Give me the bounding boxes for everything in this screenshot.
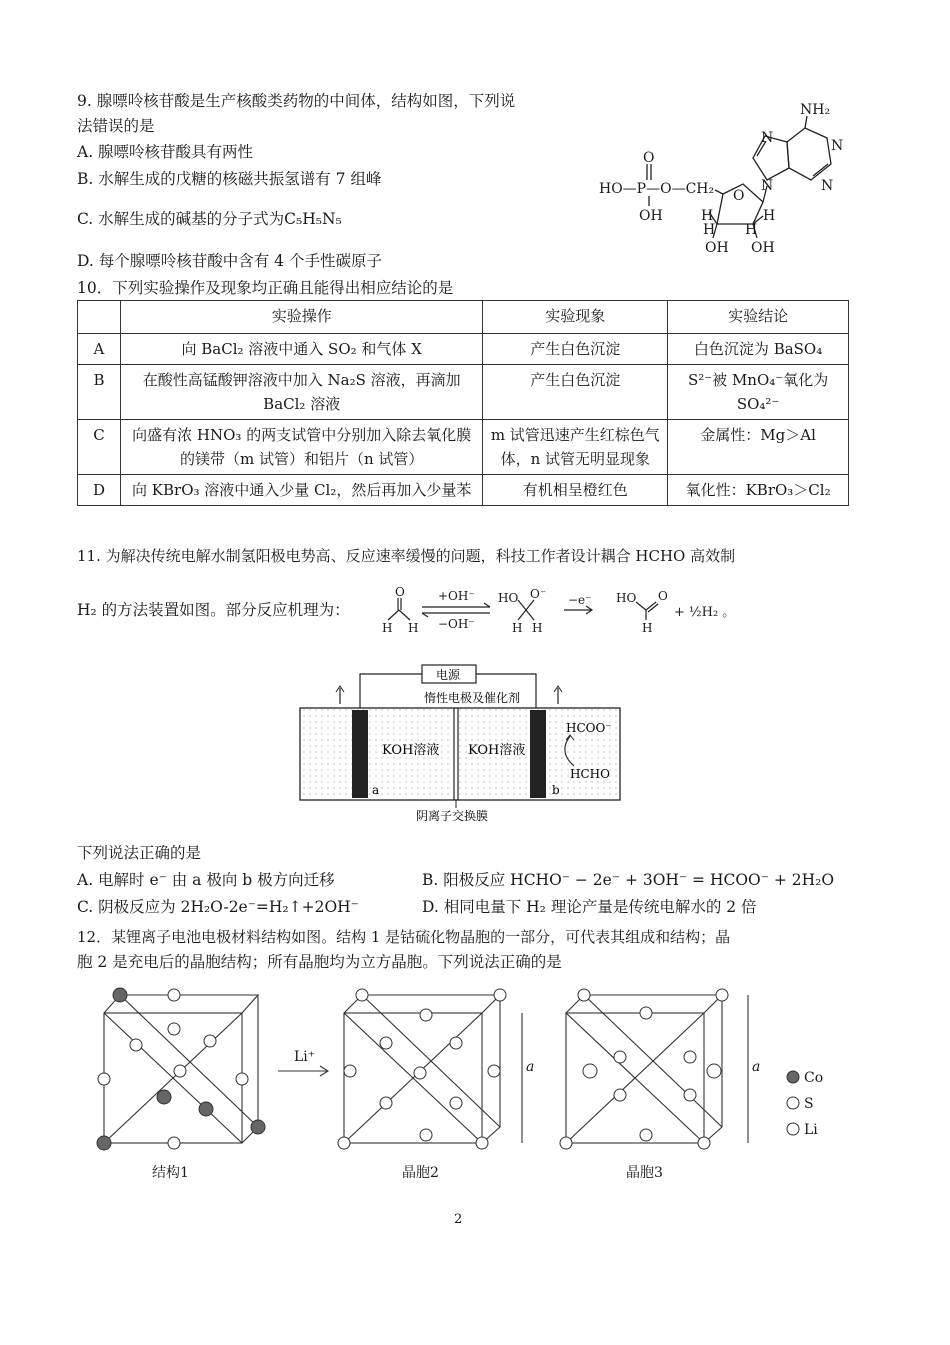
mech-ho-2: HO: [616, 591, 637, 605]
row-id: B: [78, 365, 121, 420]
q9-option-c: C. 水解生成的碱基的分子式为C₅H₅N₅: [77, 210, 342, 228]
row-phenomenon: 产生白色沉淀: [483, 334, 668, 365]
row-conclusion: S²⁻被 MnO₄⁻氧化为 SO₄²⁻: [668, 365, 849, 420]
cell-3-a-label: a: [752, 1059, 761, 1075]
q11-option-b: B. 阳极反应 HCHO⁻ − 2e⁻ + 3OH⁻ = HCOO⁻ + 2H₂O: [422, 871, 835, 889]
electrode-a-label: a: [372, 783, 380, 797]
mech-h-1: H: [382, 621, 393, 635]
amp-n2: N: [831, 138, 844, 154]
amp-oh2: OH: [751, 240, 775, 256]
amp-phosphate-chain: HO—P—O—CH₂: [599, 181, 715, 197]
row-operation: 向 BaCl₂ 溶液中通入 SO₂ 和气体 X: [120, 334, 482, 365]
amp-ring-o: O: [733, 188, 745, 204]
table-header-row: [78, 301, 849, 334]
q12-stem-line1: 12．某锂离子电池电极材料结构如图。结构 1 是钴硫化物晶胞的一部分，可代表其组成和结构；晶: [77, 928, 731, 946]
q10-stem: 10．下列实验操作及现象均正确且能得出相应结论的是: [77, 279, 454, 297]
row-id: C: [78, 420, 121, 475]
amp-h3: H: [703, 222, 716, 238]
table-header-blank: [78, 301, 121, 334]
q11-mechanism-scheme: [378, 580, 738, 640]
hcoo-label: HCOO⁻: [566, 721, 612, 735]
row-operation: 在酸性高锰酸钾溶液中加入 Na₂S 溶液，再滴加 BaCl₂ 溶液: [120, 365, 482, 420]
q9-option-a: A. 腺嘌呤核苷酸具有两性: [77, 143, 254, 161]
page-number: 2: [454, 1212, 463, 1227]
table-header-operation: 实验操作: [120, 301, 482, 334]
mech-ho-1: HO: [498, 591, 519, 605]
electrode-b-label: b: [552, 783, 560, 797]
q10-experiment-table: [77, 300, 849, 506]
electrolysis-apparatus: [290, 660, 630, 830]
amp-n1: N: [761, 130, 774, 146]
table-row: [78, 420, 849, 475]
power-label: 电源: [436, 668, 461, 682]
table-row: [78, 334, 849, 365]
q11-option-a: A. 电解时 e⁻ 由 a 极向 b 极方向迁移: [77, 871, 335, 889]
amp-h4: H: [745, 222, 758, 238]
q12-crystal-structures: [90, 985, 850, 1185]
amp-h1: H: [701, 208, 714, 224]
q9-option-d: D. 每个腺嘌呤核苷酸中含有 4 个手性碳原子: [77, 252, 382, 270]
mech-plus-oh: +OH⁻: [438, 589, 475, 603]
legend-co: Co: [804, 1070, 824, 1086]
li-arrow-label: Li⁺: [294, 1049, 316, 1065]
row-id: D: [78, 475, 121, 506]
cell-2-a-label: a: [526, 1059, 535, 1075]
q11-option-c: C. 阴极反应为 2H₂O-2e⁻=H₂↑+2OH⁻: [77, 898, 359, 916]
mech-h-2: H: [408, 621, 419, 635]
membrane-label: 阴离子交换膜: [416, 809, 489, 823]
q11-stem-line1: 11. 为解决传统电解水制氢阳极电势高、反应速率缓慢的问题，科技工作者设计耦合 HCHO 高效制: [77, 547, 736, 565]
caption-cell-3: 晶胞3: [626, 1165, 663, 1181]
amp-o-top: O: [643, 150, 655, 166]
mech-h-3: H: [512, 621, 523, 635]
mech-o-minus: O⁻: [530, 587, 547, 601]
caption-cell-2: 晶胞2: [402, 1165, 439, 1181]
amp-oh1: OH: [705, 240, 729, 256]
row-id: A: [78, 334, 121, 365]
koh-left-label: KOH溶液: [382, 743, 440, 758]
row-phenomenon: 产生白色沉淀: [483, 365, 668, 420]
mech-o-1: O: [395, 585, 405, 599]
mech-o-2: O: [658, 589, 668, 603]
hcho-label: HCHO: [570, 767, 610, 781]
q9-option-b: B. 水解生成的戊糖的核磁共振氢谱有 7 组峰: [77, 170, 382, 188]
table-row: [78, 475, 849, 506]
mech-h-5: H: [642, 621, 653, 635]
amp-nh2: NH₂: [800, 102, 831, 118]
legend: [787, 1071, 799, 1135]
row-conclusion: 白色沉淀为 BaSO₄: [668, 334, 849, 365]
row-operation: 向盛有浓 HNO₃ 的两支试管中分别加入除去氧化膜的镁带（m 试管）和铝片（n 试管）: [120, 420, 482, 475]
row-operation: 向 KBrO₃ 溶液中通入少量 Cl₂，然后再加入少量苯: [120, 475, 482, 506]
row-phenomenon: 有机相呈橙红色: [483, 475, 668, 506]
q9-stem-line2: 法错误的是: [77, 117, 155, 135]
mech-half-h2: + ½H₂ 。: [674, 605, 736, 620]
amp-p-oh: OH: [639, 208, 663, 224]
mech-h-4: H: [532, 621, 543, 635]
table-header-phenomenon: 实验现象: [483, 301, 668, 334]
legend-li: Li: [804, 1122, 818, 1138]
table-header-conclusion: 实验结论: [668, 301, 849, 334]
mech-minus-oh: −OH⁻: [438, 617, 475, 631]
amp-structure-diagram: [595, 98, 855, 258]
mech-minus-e: −e⁻: [568, 593, 592, 607]
row-conclusion: 金属性：Mg＞Al: [668, 420, 849, 475]
legend-s: S: [804, 1096, 814, 1112]
q11-option-d: D. 相同电量下 H₂ 理论产量是传统电解水的 2 倍: [422, 898, 757, 916]
amp-n3: N: [821, 178, 834, 194]
electrode-label: 惰性电极及催化剂: [424, 691, 521, 705]
q12-stem-line2: 胞 2 是充电后的晶胞结构；所有晶胞均为立方晶胞。下列说法正确的是: [77, 953, 562, 971]
table-row: [78, 365, 849, 420]
q9-stem-line1: 9. 腺嘌呤核苷酸是生产核酸类药物的中间体，结构如图，下列说: [77, 92, 516, 110]
koh-right-label: KOH溶液: [468, 743, 526, 758]
q11-question: 下列说法正确的是: [77, 844, 202, 862]
caption-structure-1: 结构1: [152, 1165, 189, 1181]
amp-h2: H: [763, 208, 776, 224]
q11-stem-line2: H₂ 的方法装置如图。部分反应机理为：: [77, 601, 350, 619]
row-phenomenon: m 试管迅速产生红棕色气体，n 试管无明显现象: [483, 420, 668, 475]
amp-n4: N: [761, 178, 774, 194]
row-conclusion: 氧化性：KBrO₃＞Cl₂: [668, 475, 849, 506]
